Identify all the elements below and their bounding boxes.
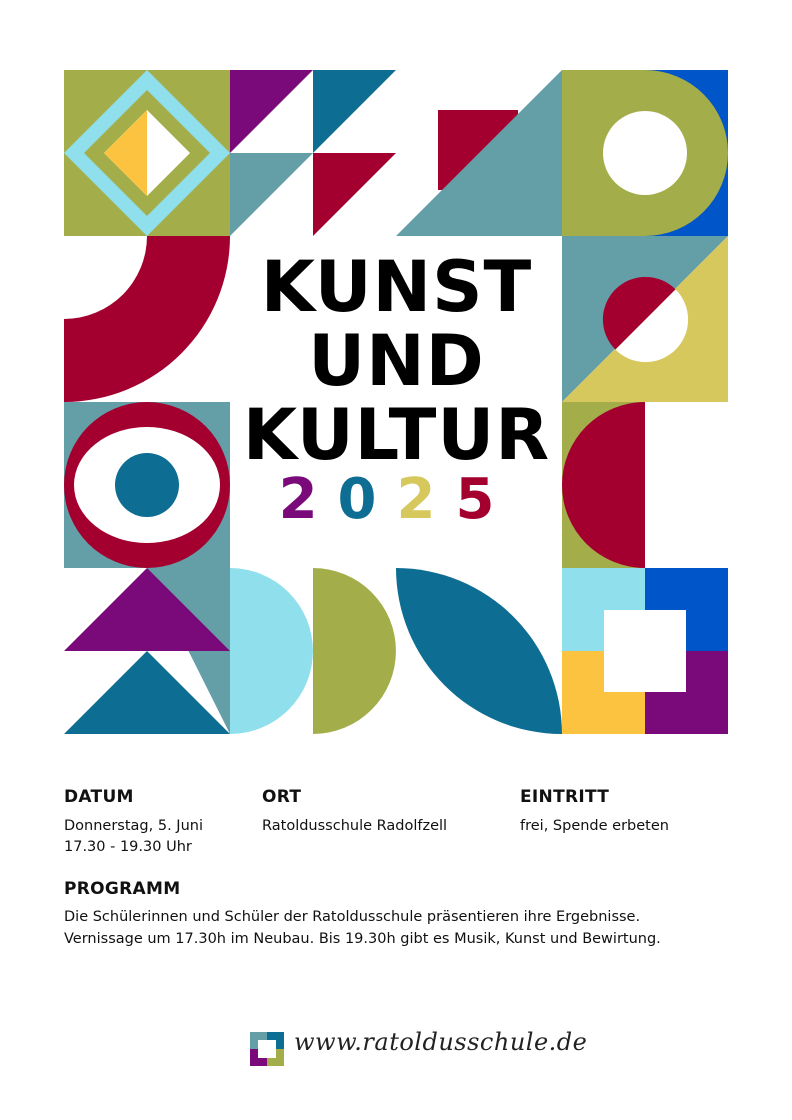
eintritt-text: frei, Spende erbeten	[520, 818, 669, 834]
tile-white-circle	[603, 111, 687, 195]
year-digit-2: 0	[337, 467, 397, 532]
programm-heading: PROGRAMM	[64, 879, 181, 899]
tile-crimson-quarter-ring	[64, 236, 230, 402]
tile-teal-triangle	[230, 153, 313, 236]
year-digit-4: 5	[455, 467, 515, 532]
programm-line-2: Vernissage um 17.30h im Neubau. Bis 19.30h gibt es Musik, Kunst und Bewirtung.	[64, 931, 661, 947]
website-link[interactable]: www.ratoldusschule.de	[294, 1028, 588, 1056]
tile-petrol-triangle	[313, 70, 396, 153]
datum-text	[64, 816, 203, 858]
school-logo-icon	[250, 1032, 284, 1066]
title-line-3: KULTUR	[242, 394, 551, 476]
tile-petrol-leaf	[396, 568, 562, 734]
tile-crimson-triangle	[313, 153, 396, 236]
tile-big-teal-triangle	[396, 70, 562, 236]
tile-petrol-pupil	[115, 453, 179, 517]
tile-olive-half-disc	[313, 568, 396, 734]
ort-heading: ORT	[262, 787, 302, 807]
programm-text	[64, 906, 744, 950]
year-digit-3: 2	[396, 467, 456, 532]
title-line-1: KUNST	[260, 246, 533, 328]
tile-purple-triangle	[230, 70, 313, 153]
programm-line-1: Die Schülerinnen und Schüler der Ratoldusschule präsentieren ihre Ergebnisse.	[64, 909, 641, 925]
datum-heading: DATUM	[64, 787, 134, 807]
title-line-2: UND	[308, 320, 485, 402]
datum-time: 17.30 - 19.30 Uhr	[64, 839, 192, 855]
tile-lightblue-half-disc	[230, 568, 313, 734]
ort-text: Ratoldusschule Radolfzell	[262, 818, 448, 834]
year	[230, 467, 563, 532]
year-digit-1: 2	[278, 467, 338, 532]
tile-white-center-square	[604, 610, 686, 692]
datum-date: Donnerstag, 5. Juni	[64, 818, 203, 834]
eintritt-heading: EINTRITT	[520, 787, 610, 807]
